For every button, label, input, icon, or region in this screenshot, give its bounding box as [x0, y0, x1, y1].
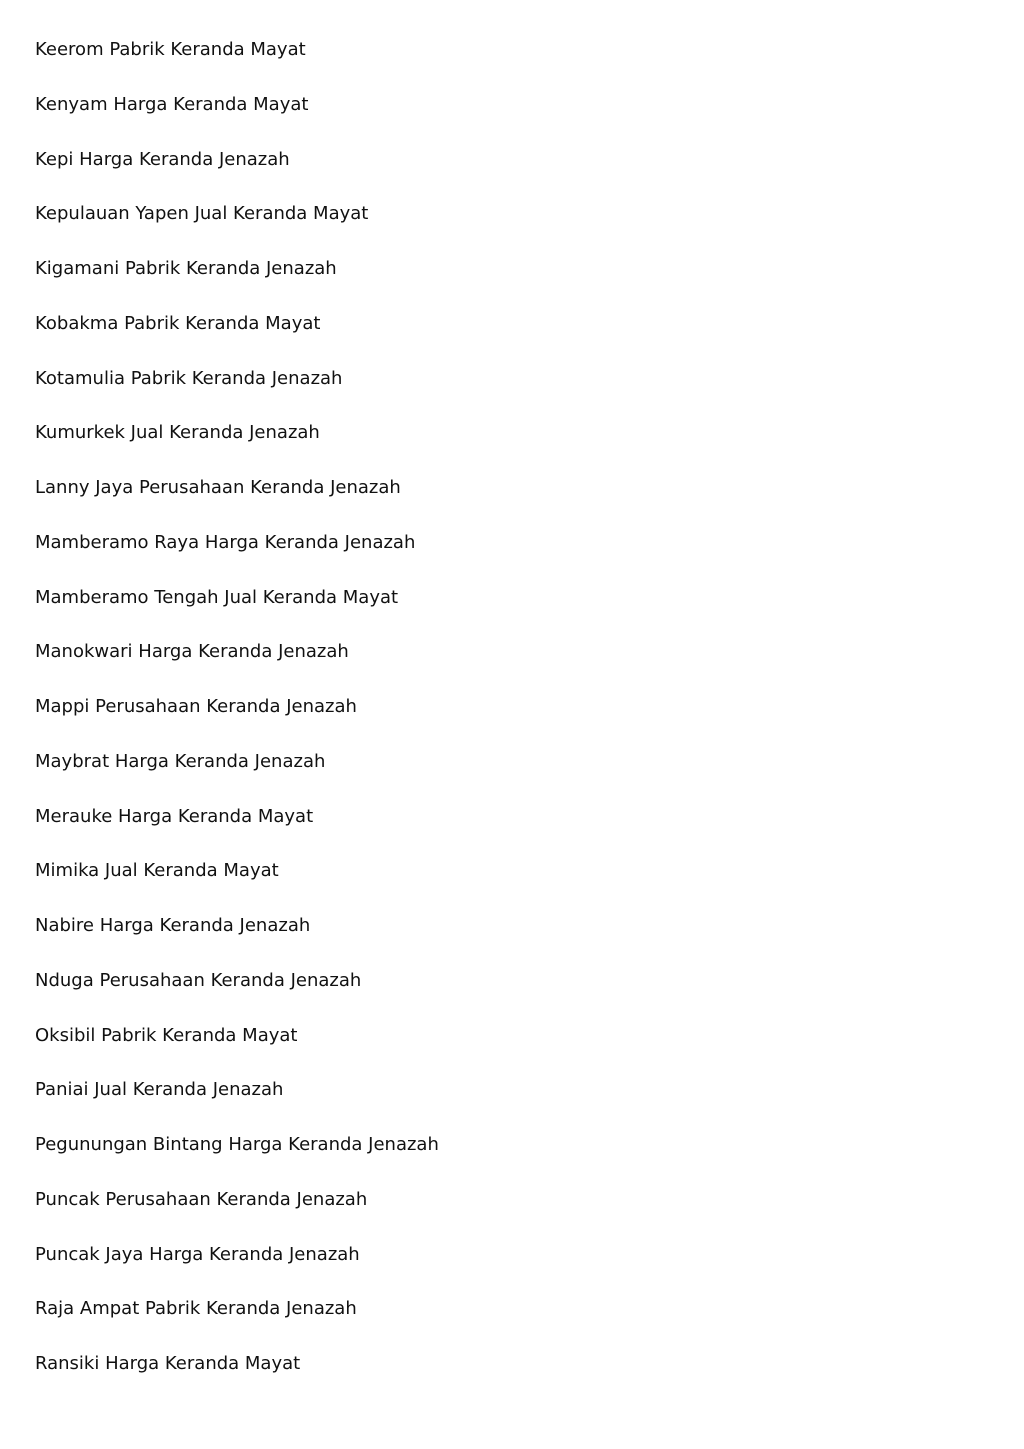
list-item: Merauke Harga Keranda Mayat: [35, 805, 314, 827]
list-item: Maybrat Harga Keranda Jenazah: [35, 750, 326, 772]
list-item: Raja Ampat Pabrik Keranda Jenazah: [35, 1298, 357, 1320]
location-list: [35, 35, 935, 1404]
list-item: Ransiki Harga Keranda Mayat: [35, 1353, 301, 1374]
list-item: Kumurkek Jual Keranda Jenazah: [35, 422, 320, 444]
list-item: Keerom Pabrik Keranda Mayat: [35, 39, 306, 60]
list-item: Mamberamo Tengah Jual Keranda Mayat: [35, 586, 399, 608]
list-item: Puncak Perusahaan Keranda Jenazah: [35, 1188, 368, 1210]
list-item: Kepulauan Yapen Jual Keranda Mayat: [35, 203, 369, 225]
list-item: Kenyam Harga Keranda Mayat: [35, 93, 309, 115]
list-item: Mappi Perusahaan Keranda Jenazah: [35, 696, 357, 717]
list-item: Manokwari Harga Keranda Jenazah: [35, 641, 349, 663]
list-item: Puncak Jaya Harga Keranda Jenazah: [35, 1243, 360, 1265]
list-item: Mamberamo Raya Harga Keranda Jenazah: [35, 531, 416, 553]
list-item: Kepi Harga Keranda Jenazah: [35, 148, 290, 170]
list-item: Kobakma Pabrik Keranda Mayat: [35, 312, 321, 334]
list-item: Lanny Jaya Perusahaan Keranda Jenazah: [35, 477, 401, 498]
list-item: Pegunungan Bintang Harga Keranda Jenazah: [35, 1134, 439, 1155]
list-item: Mimika Jual Keranda Mayat: [35, 860, 279, 882]
list-item: Nabire Harga Keranda Jenazah: [35, 915, 311, 936]
list-item: Kigamani Pabrik Keranda Jenazah: [35, 258, 337, 279]
list-item: Kotamulia Pabrik Keranda Jenazah: [35, 367, 343, 389]
list-item: Paniai Jual Keranda Jenazah: [35, 1079, 284, 1101]
list-item: Oksibil Pabrik Keranda Mayat: [35, 1024, 298, 1046]
list-item: Nduga Perusahaan Keranda Jenazah: [35, 969, 362, 991]
